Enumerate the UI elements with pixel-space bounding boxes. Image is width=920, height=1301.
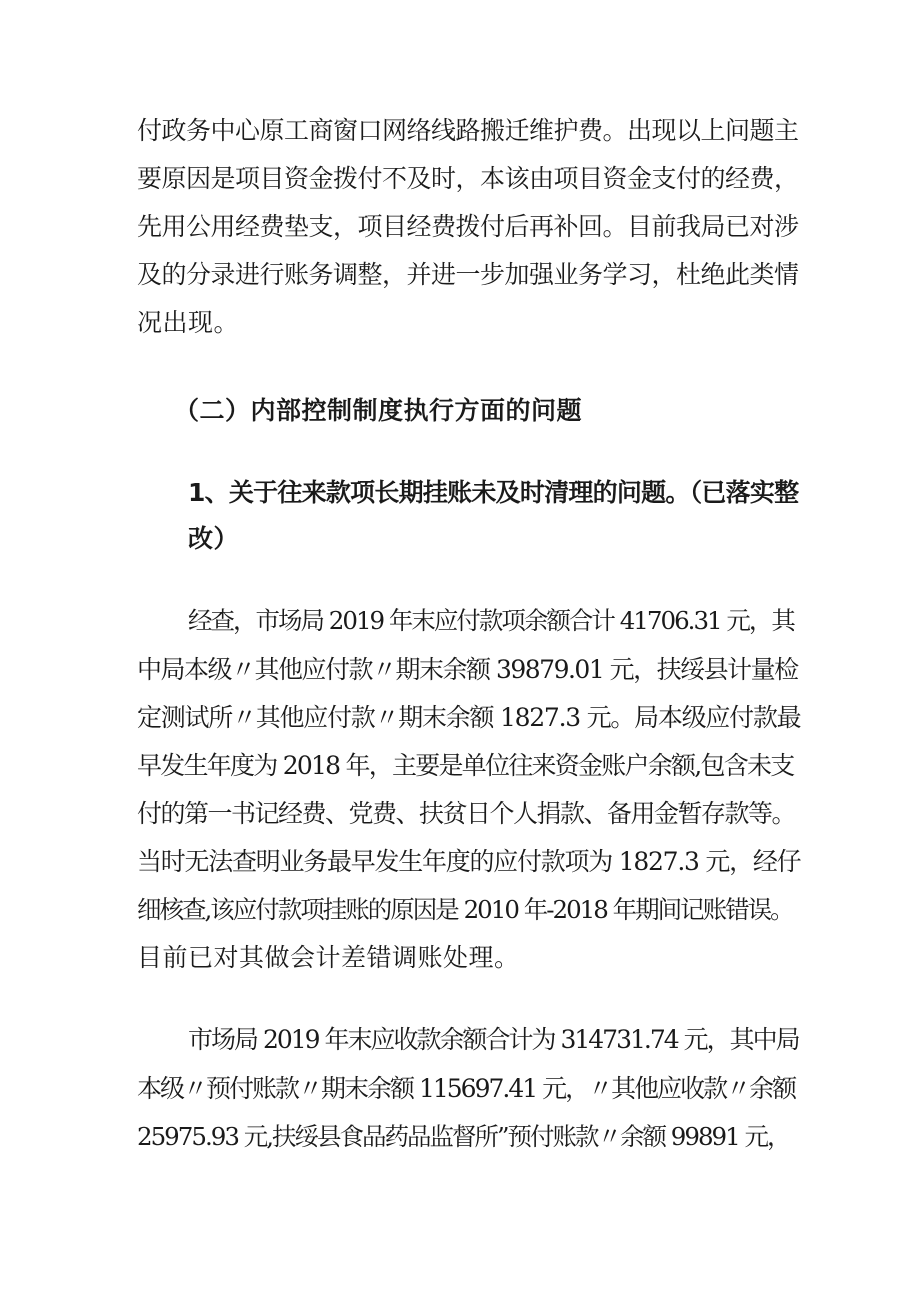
item-heading-line-1: 1、关于往来款项长期挂账未及时清理的问题。（已落实整	[188, 478, 799, 507]
paragraph-2-line-6: 当时无法查明业务最早发生年度的应付款项为 1827.3 元，经仔	[137, 847, 801, 876]
paragraph-2-line-7: 细核查,该应付款项挂账的原因是 2010 年-2018 年期间记账错误。	[137, 895, 793, 924]
paragraph-1-line-1: 付政务中心原工商窗口网络线路搬迁维护费。出现以上问题主	[137, 116, 799, 145]
paragraph-3-line-3: 25975.93 元,扶绥县食品药品监督所”预付账款〃余额 99891 元，	[137, 1122, 790, 1151]
section-heading: （二）内部控制制度执行方面的问题	[174, 396, 583, 425]
paragraph-1-line-3: 先用公用经费垫支，项目经费拨付后再补回。目前我局已对涉	[137, 212, 799, 241]
paragraph-3-line-1: 市场局 2019 年末应收款余额合计为 314731.74 元，其中局	[188, 1025, 799, 1054]
paragraph-2-line-4: 早发生年度为 2018 年，主要是单位往来资金账户余额,包含未支	[137, 751, 794, 780]
paragraph-2-line-3: 定测试所〃其他应付款〃期末余额 1827.3 元。局本级应付款最	[137, 703, 801, 732]
paragraph-2-line-8: 目前已对其做会计差错调账处理。	[137, 943, 520, 972]
paragraph-2-line-2: 中局本级〃其他应付款〃期末余额 39879.01 元，扶绥县计量检	[137, 655, 798, 684]
item-heading-line-2: 改）	[188, 524, 240, 553]
paragraph-1-line-2: 要原因是项目资金拨付不及时，本该由项目资金支付的经费，	[137, 164, 799, 193]
paragraph-1-line-4: 及的分录进行账务调整，并进一步加强业务学习，杜绝此类情	[137, 260, 799, 289]
paragraph-2-line-5: 付的第一书记经费、党费、扶贫日个人捐款、备用金暂存款等。	[137, 799, 796, 828]
paragraph-3-line-2: 本级〃预付账款〃期末余额 115697.41 元，〃其他应收款〃余额	[137, 1074, 796, 1103]
paragraph-2-line-1: 经查，市场局 2019 年末应付款项余额合计 41706.31 元，其	[188, 606, 794, 635]
paragraph-1-line-5: 况出现。	[137, 308, 240, 337]
